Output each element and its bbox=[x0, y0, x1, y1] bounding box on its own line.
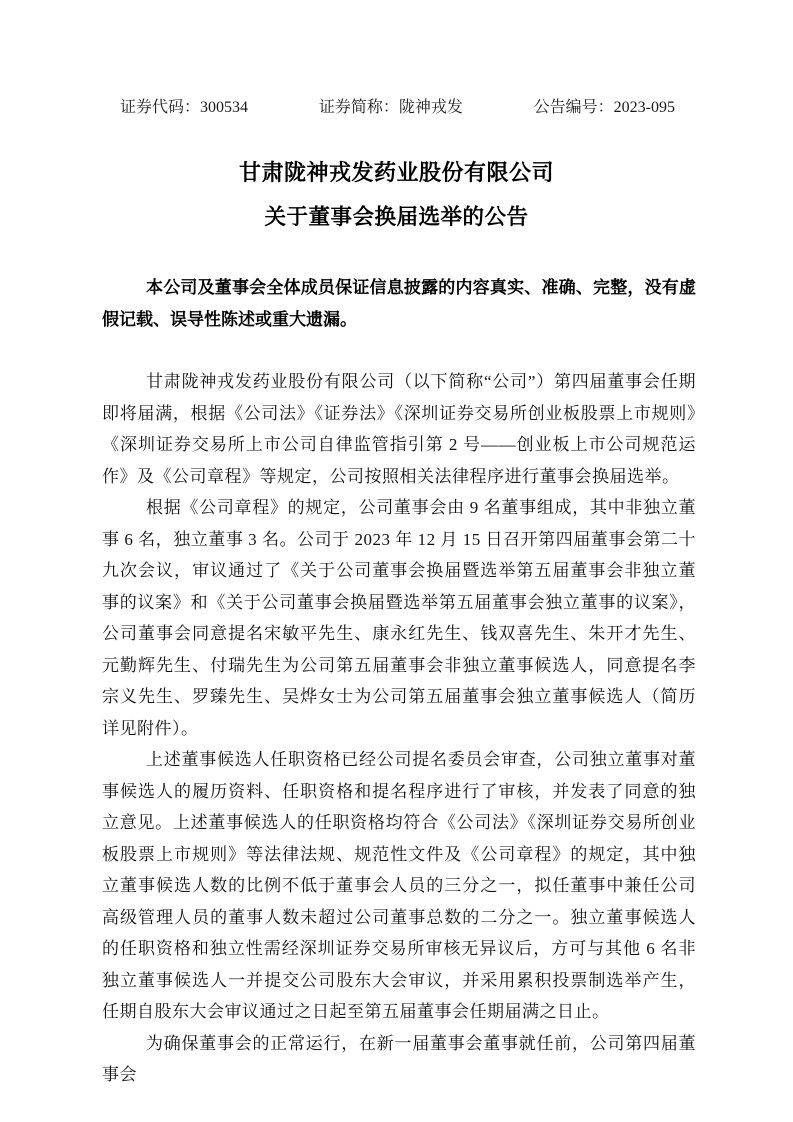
stock-short-name-label: 证券简称：陇神戎发 bbox=[318, 99, 463, 116]
paragraph-transition: 为确保董事会的正常运行，在新一届董事会董事就任前，公司第四届董事会 bbox=[102, 1033, 696, 1084]
announcement-title: 关于董事会换届选举的公告 bbox=[264, 205, 529, 229]
paragraph-nomination: 根据《公司章程》的规定，公司董事会由 9 名董事组成，其中非独立董事 6 名，独立董事 3 名。公司于 2023 年 12 月 15 日召开第四届董事会第二十九次会议，审议通过了《关于公司董事会换届暨选举第五届董事会非独立董事的议案》和《关于公司董事会换届暨选举第五届董事会独立董事的议案》，公司董事会同意提名宋敏平先生、康永红先生、钱双喜先生、朱开才先生、元勤辉先生、付瑞先生为公司第五届董事会非独立董事候选人，同意提名李宗义先生、罗臻先生、吴烨女士为公司第五届董事会独立董事候选人（简历详见附件）。 bbox=[102, 498, 696, 738]
document-body bbox=[102, 366, 696, 1091]
doc-header bbox=[120, 97, 675, 119]
paragraph-qualification: 上述董事候选人任职资格已经公司提名委员会审查，公司独立董事对董事候选人的履历资料、任职资格和提名程序进行了审核，并发表了同意的独立意见。上述董事候选人的任职资格均符合《公司法》《深圳证券交易所创业板股票上市规则》等法律法规、规范性文件及《公司章程》的规定，其中独立董事候选人数的比例不低于董事会人员的三分之一，拟任董事中兼任公司高级管理人员的董事人数未超过公司董事总数的二分之一。独立董事候选人的任职资格和独立性需经深圳证券交易所审核无异议后，方可与其他 6 名非独立董事候选人一并提交公司股东大会审议，并采用累积投票制选举产生，任期自股东大会审议通过之日起至第五届董事会任期届满之日止。 bbox=[102, 750, 696, 1021]
disclosure-statement: 本公司及董事会全体成员保证信息披露的内容真实、准确、完整，没有虚假记载、误导性陈述或重大遗漏。 bbox=[102, 278, 696, 329]
company-name-title: 甘肃陇神戎发药业股份有限公司 bbox=[238, 160, 554, 185]
paragraph-intro: 甘肃陇神戎发药业股份有限公司（以下简称“公司”）第四届董事会任期即将届满，根据《公司法》《证券法》《深圳证券交易所创业板股票上市规则》《深圳证券交易所上市公司自律监管指引第 2 号——创业板上市公司规范运作》及《公司章程》等规定，公司按照相关法律程序进行董事会换届选举。 bbox=[102, 372, 696, 486]
announcement-number-label: 公告编号：2023-095 bbox=[533, 99, 675, 116]
stock-code-label: 证券代码：300534 bbox=[120, 99, 249, 116]
